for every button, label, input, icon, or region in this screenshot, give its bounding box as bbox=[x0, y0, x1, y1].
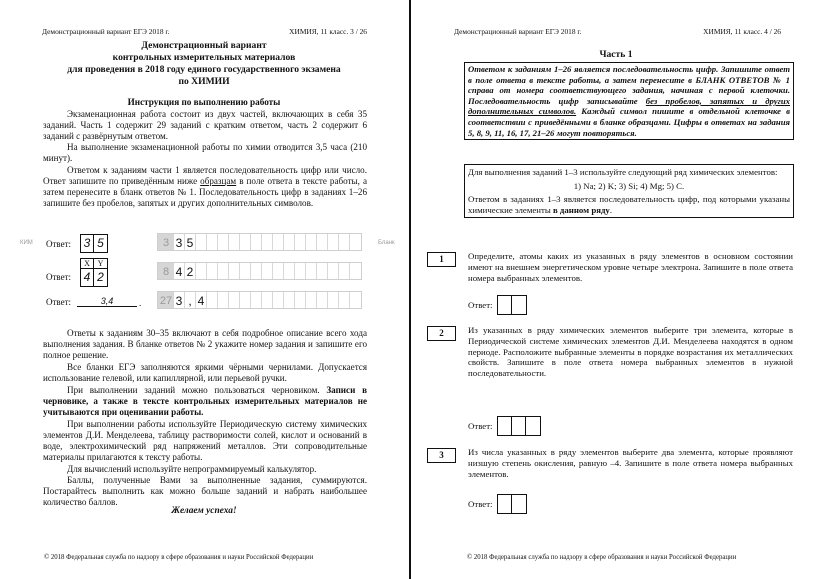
paragraph: Баллы, полученные Вами за выполненные задания, суммируются. Постарайтесь выполнить как можно больше заданий и набрать наибольшее количество баллов. bbox=[43, 475, 367, 507]
instruction-box: Ответом к заданиям 1–26 является последовательность цифр. Запишите ответ в поле ответа в тексте работы, а затем перенесите в БЛАНК ОТВЕТОВ № 1 справа от номера соответствующего задания, начиная с первой клеточки. Последовательность цифр записывайте без пробелов, запятых и других дополнительных символов. Каждый символ пишите в отдельной клеточке в соответствии с приведёнными в бланке образцами. Цифры в ответах на задания 5, 8, 9, 11, 16, 17, 21–26 могут повторяться. bbox=[464, 62, 794, 140]
paragraph: Для вычислений используйте непрограммируемый калькулятор. bbox=[67, 464, 317, 474]
answer-cells[interactable] bbox=[497, 295, 527, 315]
header-left: Демонстрационный вариант ЕГЭ 2018 г. bbox=[454, 27, 582, 36]
document-title bbox=[40, 40, 368, 88]
answer-label: Ответ: bbox=[46, 239, 72, 249]
sample-answer-cells: 3 5 bbox=[80, 234, 108, 253]
answer-row: Ответ: bbox=[468, 494, 527, 514]
answer-cells[interactable] bbox=[497, 494, 527, 514]
paragraph: На выполнение экзаменационной работы по химии отводится 3,5 часа (210 минут). bbox=[43, 142, 367, 163]
task-number: 3 bbox=[427, 448, 456, 463]
running-header bbox=[454, 27, 781, 36]
answer-sheet-row: 3 3 5 bbox=[157, 233, 362, 251]
paragraph: При выполнении работы используйте Периодическую систему химических элементов Д.И. Менделеева, таблицу растворимости солей, кислот и оснований в воде, электрохимический ряд напряжений металлов. Эти сопроводительные материалы прилагаются к тексту работы. bbox=[43, 419, 367, 462]
answer-sheet-row: 27 3 , 4 bbox=[157, 291, 362, 309]
elements-list: 1) Na; 2) K; 3) Si; 4) Mg; 5) C. bbox=[573, 180, 685, 191]
header-left: Демонстрационный вариант ЕГЭ 2018 г. bbox=[42, 27, 170, 36]
page-4 bbox=[411, 0, 815, 579]
sample-answer-cells: 4 2 bbox=[80, 268, 108, 287]
part-title: Часть 1 bbox=[599, 49, 633, 60]
answer-label: Ответ: bbox=[46, 297, 72, 307]
paragraph: При выполнении заданий можно пользоваться черновиком. Записи в черновике, а также в тексте контрольных измерительных материалов не учитываются при оценивании работы. bbox=[43, 385, 367, 417]
header-right: ХИМИЯ, 11 класс. 3 / 26 bbox=[289, 27, 367, 36]
period: . bbox=[139, 298, 142, 308]
task-number: 2 bbox=[427, 326, 456, 341]
running-header bbox=[42, 27, 367, 36]
paragraph: Ответы к заданиям 30–35 включают в себя подробное описание всего хода выполнения задания. В бланке ответов № 2 укажите номер задания и запишите его полное решение. bbox=[43, 328, 367, 360]
paragraph: Экзаменационная работа состоит из двух частей, включающих в себя 35 заданий. Часть 1 содержит 29 заданий с кратким ответом, часть 2 содержит 6 заданий с развёрнутым ответом. bbox=[43, 109, 367, 141]
title-line: контрольных измерительных материалов bbox=[112, 52, 296, 63]
task-text: Определите, атомы каких из указанных в ряду элементов в основном состоянии имеют на внешнем энергетическом уровне четыре электрона. Запишите в поле ответа номера выбранных элементов. bbox=[468, 251, 793, 283]
sample-answer-line: 3,4 bbox=[77, 296, 137, 307]
task-text: Из числа указанных в ряду элементов выберите два элемента, которые проявляют низшую степень окисления, равную –4. Запишите в поле ответа номера выбранных элементов. bbox=[468, 447, 793, 479]
elements-box bbox=[464, 164, 794, 218]
answer-row: Ответ: bbox=[468, 416, 541, 436]
header-right: ХИМИЯ, 11 класс. 4 / 26 bbox=[703, 27, 781, 36]
copyright-footer: © 2018 Федеральная служба по надзору в сфере образования и науки Российской Федерации bbox=[44, 554, 314, 561]
elements-note: Ответом в заданиях 1–3 является последовательность цифр, под которыми указаны химические элементы в данном ряду. bbox=[468, 194, 790, 215]
blank-label: Бланк bbox=[378, 240, 395, 246]
answer-label: Ответ: bbox=[46, 272, 72, 282]
paragraph: Ответом к заданиям части 1 является последовательность цифр или число. Ответ запишите по приведённым ниже образцам в поле ответа в тексте работы, а затем перенесите в бланк ответов № 1. Последовательность цифр в заданиях 1–26 запишите без пробелов, запятых и других дополнительных символов. bbox=[43, 165, 368, 208]
sample-xy-header: X Y bbox=[80, 258, 108, 269]
instruction-heading: Инструкция по выполнению работы bbox=[127, 97, 281, 107]
wish-text: Желаем успеха! bbox=[171, 506, 237, 516]
kim-label: КИМ bbox=[20, 240, 33, 246]
task-number: 1 bbox=[427, 252, 456, 267]
answer-cells[interactable] bbox=[497, 416, 541, 436]
title-line: для проведения в 2018 году единого государственного экзамена bbox=[67, 64, 341, 75]
paragraph: Все бланки ЕГЭ заполняются яркими чёрными чернилами. Допускается использование гелевой, или капиллярной, или перьевой ручки. bbox=[43, 362, 367, 383]
answer-row: Ответ: bbox=[468, 295, 527, 315]
copyright-footer: © 2018 Федеральная служба по надзору в сфере образования и науки Российской Федерации bbox=[467, 554, 737, 561]
task-text: Из указанных в ряду химических элементов выберите три элемента, которые в Периодической системе химических элементов Д.И. Менделеева находятся в одном периоде. Расположите выбранные элементы в порядке возрастания их металлических свойств. Запишите в поле ответа номера выбранных элементов в нужной последовательности. bbox=[468, 325, 793, 379]
title-line: Демонстрационный вариант bbox=[141, 40, 267, 51]
title-line: по ХИМИИ bbox=[178, 76, 230, 87]
answer-sheet-row: 8 4 2 bbox=[157, 262, 362, 280]
elements-intro: Для выполнения заданий 1–3 используйте следующий ряд химических элементов: bbox=[468, 167, 778, 177]
